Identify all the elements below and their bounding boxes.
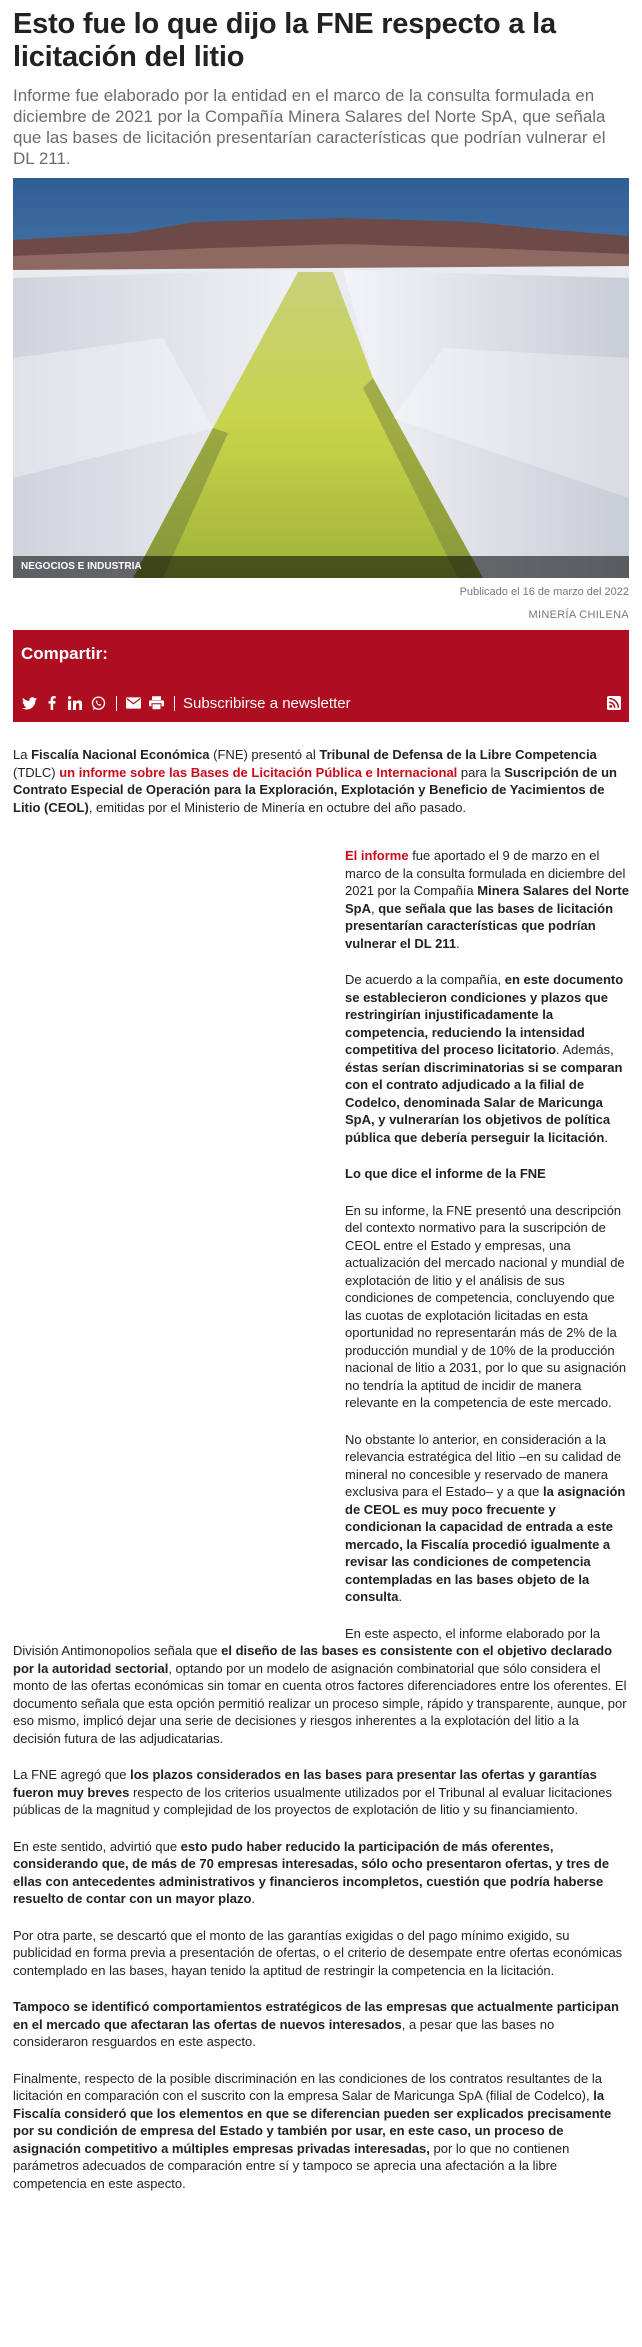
salt-flat-photo (13, 178, 629, 578)
facebook-icon[interactable] (44, 695, 60, 711)
el-informe-link[interactable]: El informe (345, 848, 409, 863)
paragraph: De acuerdo a la compañía, en este documento se establecieron condiciones y plazos que restringirían injustificadamente la competencia, reduciendo la intensidad competitiva del proceso licitatorio. Además, éstas serían discriminatorias si se comparan con el contrato adjudicado a la filial de Codelco, denominada Salar de Maricunga SpA, y vulnerarían los objetivos de política pública que debería perseguir la licitación. (345, 972, 624, 1145)
paragraph: No obstante lo anterior, en consideración a la relevancia estratégica del litio –en su calidad de mineral no concesible y reservado de manera exclusiva para el Estado– y a que la asignación de CEOL es muy poco frecuente y condicionan la capacidad de entrada a este mercado, la Fiscalía procedió igualmente a revisar las condiciones de competencia contempladas en las bases objeto de la consulta. (345, 1431, 626, 1604)
category-label[interactable]: MINERÍA CHILENA (528, 609, 629, 621)
whatsapp-icon[interactable] (90, 695, 106, 711)
hero-image (13, 178, 629, 578)
share-box (13, 630, 629, 722)
share-divider (116, 696, 117, 711)
paragraph: La FNE agregó que los plazos considerados en las bases para presentar las ofertas y garantías fueron muy breves respecto de los criterios usualmente utilizados por el Tribunal al evaluar licitaciones públicas de la magnitud y complejidad de los proyectos de explotación de litio y su financiamiento. (13, 1767, 613, 1817)
image-caption: NEGOCIOS E INDUSTRIA (21, 561, 142, 572)
article-title: Esto fue lo que dijo la FNE respecto a la licitación del litio (13, 8, 556, 73)
narrow-column (345, 847, 629, 1606)
section-heading: Lo que dice el informe de la FNE (345, 1166, 546, 1181)
paragraph: La Fiscalía Nacional Económica (FNE) presentó al Tribunal de Defensa de la Libre Competencia (TDLC) un informe sobre las Bases de Licitación Pública e Internacional para la Suscripción de un Contrato Especial de Operación para la Exploración, Explotación y Beneficio de Yacimientos de Litio (CEOL), emitidas por el Ministerio de Minería en octubre del año pasado. (13, 747, 617, 815)
article-lead: Informe fue elaborado por la entidad en el marco de la consulta formulada en diciembre de 2021 por la Compañía Minera Salares del Norte SpA, que señala que las bases de licitación presentarían características que podrían vulnerar el DL 211. (13, 86, 606, 168)
share-bar (21, 692, 621, 714)
share-divider (174, 696, 175, 711)
paragraph: En su informe, la FNE presentó una descripción del contexto normativo para la suscripción de CEOL entre el Estado y empresas, una actualización del mercado nacional y mundial de explotación de litio y el análisis de sus condiciones de competencia, concluyendo que las cuotas de explotación licitadas en esta oportunidad no representarán más de 2% de la producción mundial y de 10% de la producción nacional de litio a 2031, por lo que su asignación no tendría la aptitud de incidir de manera relevante en la competencia de este mercado. (345, 1202, 627, 1410)
email-icon[interactable] (125, 695, 141, 711)
paragraph: Tampoco se identificó comportamientos estratégicos de las empresas que actualmente participan en el mercado que afectaran las ofertas de nuevos interesados, a pesar que las bases no consideraron resguardos en este aspecto. (13, 1999, 619, 2049)
paragraph: Por otra parte, se descartó que el monto de las garantías exigidas o del pago mínimo exigido, su publicidad en forma previa a presentación de ofertas, o el criterio de desempate entre ofertas económicas contemplado en las bases, hayan tenido la aptitud de restringir la competencia en la licitación. (13, 1927, 623, 1978)
paragraph: El informe fue aportado el 9 de marzo en el marco de la consulta formulada en diciembre del 2021 por la Compañía Minera Salares del Norte SpA, que señala que las bases de licitación presentarían características que podrían vulnerar el DL 211. (345, 848, 629, 951)
print-icon[interactable] (148, 695, 164, 711)
paragraph: En este sentido, advirtió que esto pudo haber reducido la participación de más oferentes, considerando que, de más de 70 empresas interesadas, sólo ocho presentaron ofertas, y tres de ellas con antecedentes administrativos y financieros incompletos, cuestión que podría haberse resuelto de contar con un mayor plazo. (13, 1838, 610, 1906)
rss-icon[interactable] (607, 696, 621, 710)
paragraph: En este aspecto, el informe elaborado por la División Antimonopolios señala que el diseño de las bases es consistente con el objetivo declarado por la autoridad sectorial, optando por un modelo de asignación combinatorial que sólo considera el monto de las ofertas económicas sin tomar en cuenta otros factores diferenciadores entre los oferentes. El documento señala que esta opción permitió realizar un proceso simple, rápido y transparente, aunque, por eso mismo, implicó dejar una serie de decisiones y riesgos inherentes a la explotación del litio a la decisión futura de las adjudicatarias. (13, 1625, 627, 1746)
paragraph: Finalmente, respecto de la posible discriminación en las condiciones de los contratos resultantes de la licitación en comparación con el suscrito con la empresa Salar de Maricunga SpA (filial de Codelco), la Fiscalía consideró que los elementos en que se diferencian pueden ser explicados precisamente por su condición de empresa del Estado y también por usar, en este caso, un proceso de asignación competitivo a múltiples empresas privadas interesadas, por lo que no contienen parámetros adecuados de comparación entre sí y tampoco se aprecia una afectación a la libre competencia en este aspecto. (13, 2070, 612, 2191)
article-body (13, 746, 629, 2192)
twitter-icon[interactable] (21, 695, 37, 711)
image-caption-bar (13, 556, 629, 578)
newsletter-link[interactable]: Subscribirse a newsletter (183, 694, 351, 712)
share-title: Compartir: (21, 644, 108, 663)
linkedin-icon[interactable] (67, 695, 83, 711)
publish-date: Publicado el 16 de marzo del 2022 (459, 586, 629, 598)
informe-link[interactable]: un informe sobre las Bases de Licitación Pública e Internacional (59, 764, 458, 780)
